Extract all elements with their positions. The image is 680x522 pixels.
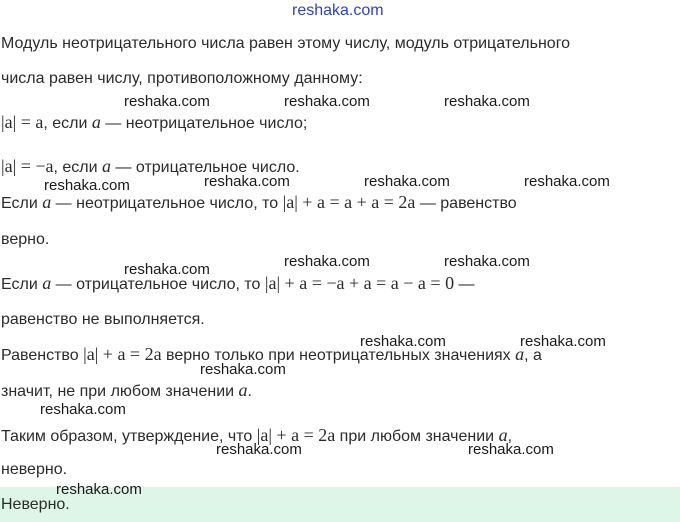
- para3-line1: Равенство |a| + a = 2a верно только при неотрицательных значениях a, а: [1, 344, 542, 364]
- case2-expression: |a| = −a: [1, 156, 54, 176]
- para4-line2: неверно.: [1, 461, 68, 478]
- watermark: reshaka.com: [56, 481, 142, 498]
- watermark: reshaka.com: [364, 173, 450, 190]
- para4-line1: Таким образом, утверждение, что |a| + a = 2a при любом значении a,: [1, 425, 513, 445]
- para3-line2: значит, не при любом значении a.: [1, 380, 252, 400]
- watermark: reshaka.com: [444, 93, 530, 110]
- para1-expression: |a| + a = a + a = 2a: [282, 192, 416, 212]
- watermark: reshaka.com: [444, 253, 530, 270]
- answer-text: Неверно.: [1, 496, 70, 513]
- site-link[interactable]: reshaka.com: [292, 2, 384, 19]
- watermark: reshaka.com: [284, 253, 370, 270]
- watermark: reshaka.com: [524, 173, 610, 190]
- case-nonnegative: |a| = a, если a — неотрицательное число;: [1, 112, 308, 132]
- watermark: reshaka.com: [124, 93, 210, 110]
- para1-line2: верно.: [1, 231, 50, 248]
- para1-line1: Если a — неотрицательное число, то |a| + a = a + a = 2a — равенство: [1, 192, 517, 212]
- watermark: reshaka.com: [44, 177, 130, 194]
- para2-expression: |a| + a = −a + a = a − a = 0: [264, 273, 455, 293]
- para2-line1: Если a — отрицательное число, то |a| + a = −a + a = a − a = 0 —: [1, 273, 475, 293]
- case-negative: |a| = −a, если a — отрицательное число.: [1, 156, 300, 176]
- watermark: reshaka.com: [124, 261, 210, 278]
- watermark: reshaka.com: [40, 401, 126, 418]
- watermark: reshaka.com: [360, 333, 446, 350]
- para4-expression: |a| + a = 2a: [256, 425, 336, 445]
- watermark: reshaka.com: [468, 441, 554, 458]
- watermark: reshaka.com: [200, 361, 286, 378]
- watermark: reshaka.com: [284, 93, 370, 110]
- para3-expression: |a| + a = 2a: [83, 344, 162, 364]
- intro-line-2: числа равен числу, противоположному данному:: [1, 70, 363, 87]
- para2-line2: равенство не выполняется.: [1, 311, 205, 328]
- watermark: reshaka.com: [204, 173, 290, 190]
- intro-line-1: Модуль неотрицательного числа равен этому числу, модуль отрицательного: [1, 35, 571, 52]
- case1-expression: |a| = a: [1, 112, 44, 132]
- watermark: reshaka.com: [520, 333, 606, 350]
- watermark: reshaka.com: [216, 441, 302, 458]
